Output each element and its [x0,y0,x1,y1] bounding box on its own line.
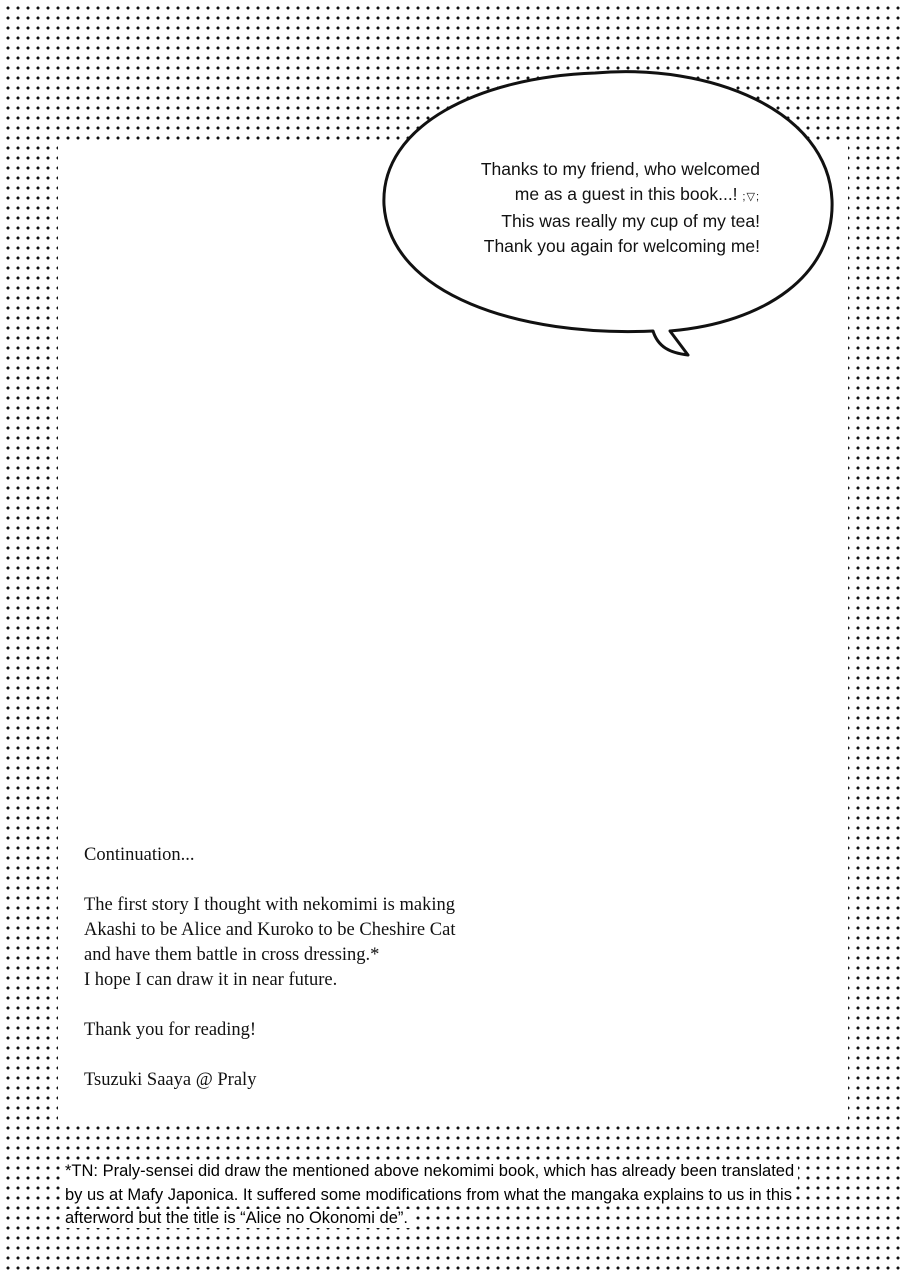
translator-note-line: afterword but the title is “Alice no Okonomi de”. [61,1209,412,1228]
bubble-line: This was really my cup of my tea! [501,211,760,231]
story-line: Akashi to be Alice and Kuroko to be Cheshire Cat [84,920,456,940]
bubble-line [418,182,760,210]
afterword-thanks: Thank you for reading! [84,1020,257,1040]
bubble-line-text: me as a guest in this book...! [514,183,738,204]
translator-note-line: *TN: Praly-sensei did draw the mentioned above nekomimi book, which has already been translated [61,1162,798,1181]
story-line: The first story I thought with nekomimi is making [84,895,455,915]
story-line: and have them battle in cross dressing.* [84,945,380,965]
bubble-line: Thanks to my friend, who welcomed [480,159,760,179]
translator-note-line: by us at Mafy Japonica. It suffered some modifications from what the mangaka explains to us in this [61,1186,796,1205]
translator-note [0,1160,900,1231]
story-line: I hope I can draw it in near future. [84,970,338,990]
bubble-line: Thank you again for welcoming me! [483,235,760,256]
afterword-heading: Continuation... [84,845,195,865]
speech-bubble-text [418,157,760,258]
afterword-signature: Tsuzuki Saaya @ Praly [84,1070,257,1090]
crying-emoticon: ;▽; [742,190,760,203]
afterword-story [84,893,514,993]
afterword-text [84,843,514,1093]
